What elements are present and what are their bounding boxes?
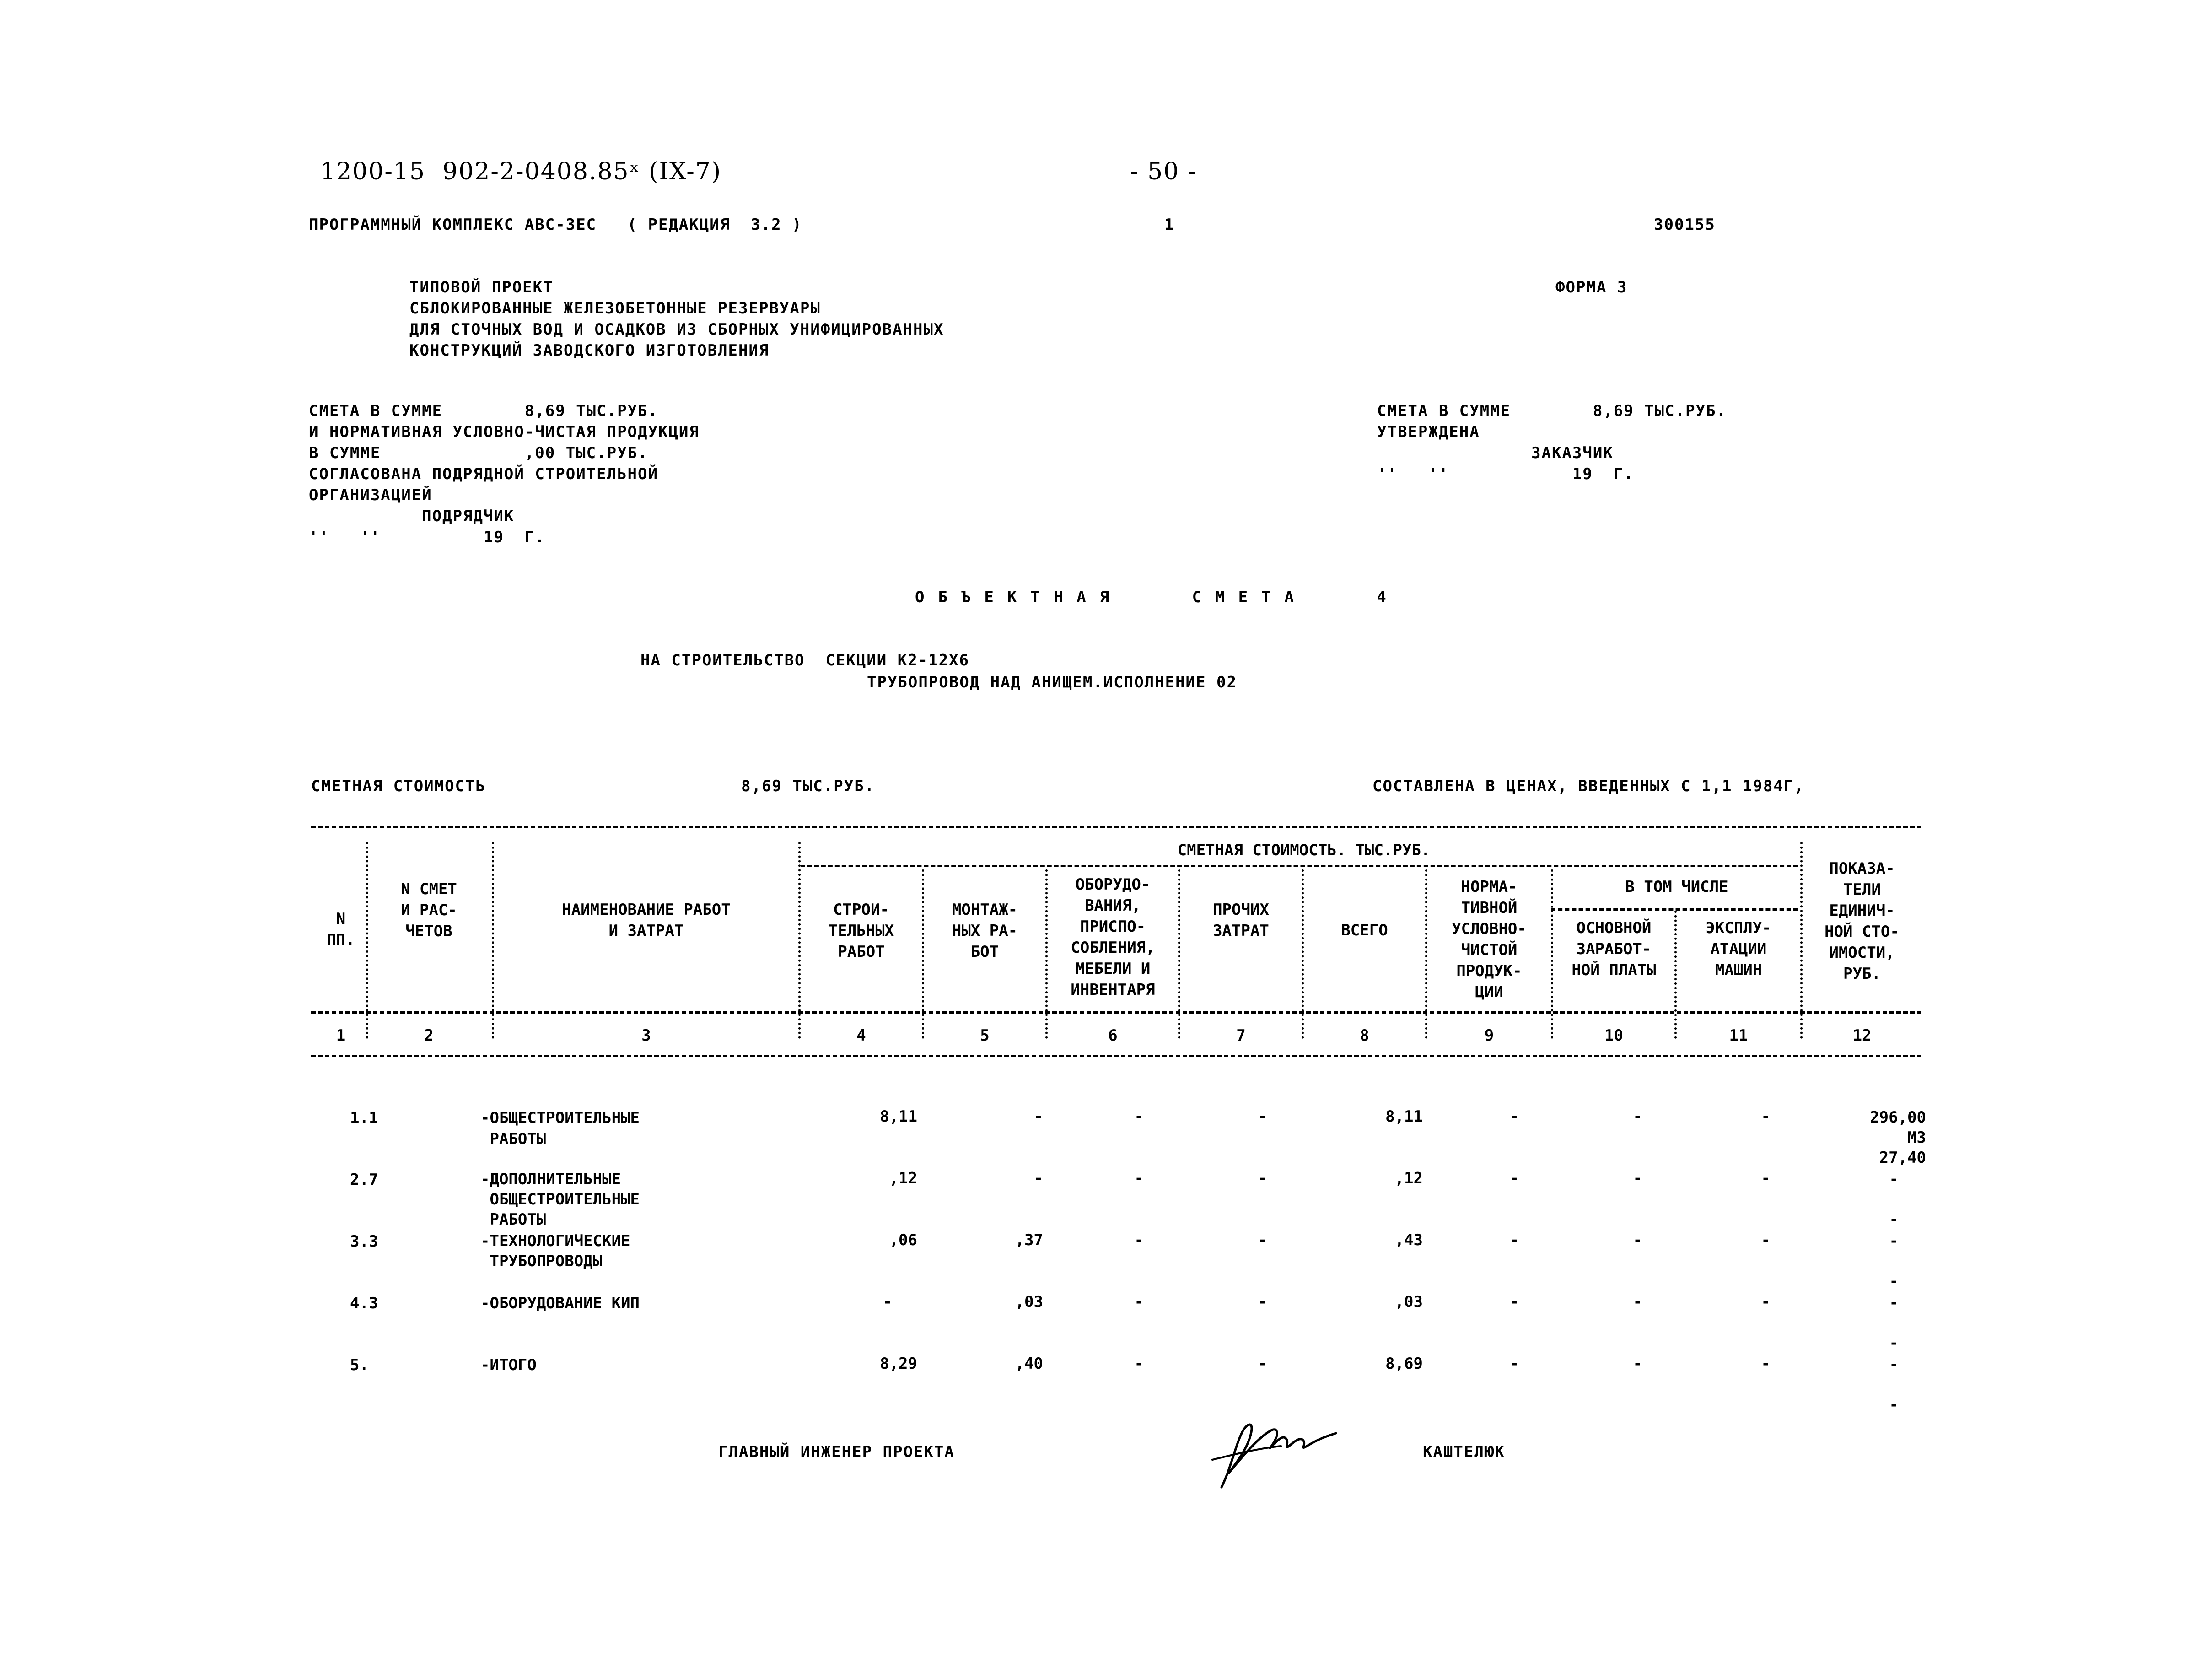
left-block-line: '' '' 19 Г.	[309, 528, 545, 546]
estimate-title: ОБЪЕКТНАЯ СМЕТА 4	[915, 588, 1400, 606]
left-block-line: ПОДРЯДЧИК	[309, 507, 515, 525]
left-block-line: В СУММЕ ,00 ТЫС.РУБ.	[309, 444, 648, 462]
col-header-unit-cost: ПОКАЗА- ТЕЛИ ЕДИНИЧ- НОЙ СТО- ИМОСТИ, РУБ.	[1824, 859, 1900, 983]
value-net-product: -	[1509, 1169, 1519, 1188]
project-line: ТИПОВОЙ ПРОЕКТ	[409, 278, 554, 297]
project-line: ДЛЯ СТОЧНЫХ ВОД И ОСАДКОВ ИЗ СБОРНЫХ УНИФИЦИРОВАННЫХ	[409, 320, 944, 339]
value-equipment: -	[1134, 1355, 1144, 1373]
project-title-block	[409, 277, 944, 361]
construction-subtitle: НА СТРОИТЕЛЬСТВО СЕКЦИИ К2-12Х6	[640, 651, 970, 669]
col-number: 7	[1236, 1026, 1246, 1045]
value-unit-cost: - -	[1889, 1355, 1899, 1414]
value-equipment: -	[1134, 1107, 1144, 1126]
value-unit-cost: - -	[1889, 1294, 1899, 1352]
value-equipment: -	[1134, 1169, 1144, 1188]
value-installation: ,03	[1015, 1293, 1043, 1311]
header-bottom-rule	[311, 1011, 1921, 1014]
value-total: 8,11	[1385, 1107, 1423, 1126]
value-machines: -	[1761, 1169, 1771, 1188]
subgroup-header: В ТОМ ЧИСЛЕ	[1625, 878, 1728, 896]
value-other: -	[1258, 1169, 1267, 1188]
value-other: -	[1258, 1107, 1267, 1126]
col-header-equipment: ОБОРУДО- ВАНИЯ, ПРИСПО- СОБЛЕНИЯ, МЕБЕЛИ И ИНВЕНТАРЯ	[1071, 875, 1155, 999]
value-construction: -	[883, 1293, 892, 1311]
value-wages: -	[1633, 1107, 1642, 1126]
prices-note: СОСТАВЛЕНА В ЦЕНАХ, ВВЕДЕННЫХ С 1,1 1984Г,	[1372, 777, 1804, 795]
value-wages: -	[1633, 1293, 1642, 1311]
value-other: -	[1258, 1355, 1267, 1373]
col-header-construction: СТРОИ- ТЕЛЬНЫХ РАБОТ	[828, 901, 894, 961]
col-number: 6	[1108, 1026, 1118, 1045]
col-number: 8	[1360, 1026, 1369, 1045]
col-header-wages: ОСНОВНОЙ ЗАРАБОТ- НОЙ ПЛАТЫ	[1572, 919, 1656, 979]
value-equipment: -	[1134, 1231, 1144, 1249]
value-unit-cost: 296,00 М3 27,40	[1870, 1108, 1926, 1167]
row-number: 1.1	[350, 1109, 378, 1127]
col-header-other: ПРОЧИХ ЗАТРАТ	[1213, 901, 1269, 940]
row-number: 5.	[350, 1356, 369, 1374]
value-installation: ,37	[1015, 1231, 1043, 1249]
value-other: -	[1258, 1231, 1267, 1249]
value-installation: -	[1033, 1107, 1043, 1126]
col-number: 9	[1484, 1026, 1494, 1045]
table-top-rule	[311, 826, 1921, 828]
page-index: 1	[1164, 216, 1175, 234]
project-line: КОНСТРУКЦИЙ ЗАВОДСКОГО ИЗГОТОВЛЕНИЯ	[409, 341, 770, 360]
row-name: -ТЕХНОЛОГИЧЕСКИЕ ТРУБОПРОВОДЫ	[480, 1232, 630, 1270]
value-unit-cost: - -	[1889, 1170, 1899, 1229]
value-construction: 8,29	[880, 1355, 917, 1373]
col-number: 5	[980, 1026, 990, 1045]
page-number: - 50 -	[1130, 158, 1197, 185]
numbers-bottom-rule	[311, 1055, 1921, 1057]
col-number: 3	[641, 1026, 651, 1045]
col-header-machines: ЭКСПЛУ- АТАЦИИ МАШИН	[1706, 919, 1771, 979]
left-block-line: СОГЛАСОВАНА ПОДРЯДНОЙ СТРОИТЕЛЬНОЙ	[309, 465, 658, 483]
left-block-line: СМЕТА В СУММЕ 8,69 ТЫС.РУБ.	[309, 402, 658, 420]
value-wages: -	[1633, 1169, 1642, 1188]
group-rule	[801, 865, 1798, 867]
row-name: -ИТОГО	[480, 1356, 537, 1374]
value-machines: -	[1761, 1293, 1771, 1311]
left-block-line: ОРГАНИЗАЦИЕЙ	[309, 486, 432, 504]
col-header-n: N ПП.	[327, 910, 355, 949]
value-equipment: -	[1134, 1293, 1144, 1311]
value-total: 8,69	[1385, 1355, 1423, 1373]
value-total: ,12	[1394, 1169, 1423, 1188]
right-block-line: УТВЕРЖДЕНА	[1377, 423, 1480, 441]
value-construction: ,12	[889, 1169, 917, 1188]
signature-icon	[1203, 1405, 1350, 1498]
cost-label: СМЕТНАЯ СТОИМОСТЬ	[311, 777, 486, 795]
value-other: -	[1258, 1293, 1267, 1311]
value-machines: -	[1761, 1355, 1771, 1373]
col-header-installation: МОНТАЖ- НЫХ РА- БОТ	[952, 901, 1018, 961]
left-block-line: И НОРМАТИВНАЯ УСЛОВНО-ЧИСТАЯ ПРОДУКЦИЯ	[309, 423, 700, 441]
value-machines: -	[1761, 1231, 1771, 1249]
value-net-product: -	[1509, 1355, 1519, 1373]
col-header-total: ВСЕГО	[1341, 921, 1388, 939]
row-number: 4.3	[350, 1294, 378, 1312]
value-unit-cost: - -	[1889, 1232, 1899, 1290]
value-total: ,43	[1394, 1231, 1423, 1249]
right-block-line: СМЕТА В СУММЕ 8,69 ТЫС.РУБ.	[1377, 402, 1727, 420]
col-header-name: НАИМЕНОВАНИЕ РАБОТ И ЗАТРАТ	[562, 901, 731, 940]
value-machines: -	[1761, 1107, 1771, 1126]
value-construction: ,06	[889, 1231, 917, 1249]
table-row	[0, 1107, 2212, 1167]
col-number: 12	[1852, 1026, 1872, 1045]
table-row	[0, 1231, 2212, 1293]
left-approval-block	[309, 400, 700, 548]
col-number: 11	[1729, 1026, 1748, 1045]
table-row	[0, 1293, 2212, 1355]
chief-engineer-name: КАШТЕЛЮК	[1423, 1443, 1505, 1461]
value-construction: 8,11	[880, 1107, 917, 1126]
col-header-net-product: НОРМА- ТИВНОЙ УСЛОВНО- ЧИСТОЙ ПРОДУК- ЦИИ	[1452, 878, 1527, 1001]
col-separator	[1178, 869, 1180, 1039]
col-number: 10	[1604, 1026, 1623, 1045]
construction-subtitle-2: ТРУБОПРОВОД НАД АНИЩЕМ.ИСПОЛНЕНИЕ 02	[867, 673, 1237, 691]
right-block-line: '' '' 19 Г.	[1377, 465, 1634, 483]
col-separator	[1302, 869, 1304, 1039]
value-net-product: -	[1509, 1231, 1519, 1249]
row-name: -ОБОРУДОВАНИЕ КИП	[480, 1294, 640, 1312]
value-total: ,03	[1394, 1293, 1423, 1311]
program-code: 300155	[1654, 216, 1716, 234]
value-net-product: -	[1509, 1107, 1519, 1126]
row-name: -ОБЩЕСТРОИТЕЛЬНЫЕ РАБОТЫ	[480, 1109, 640, 1148]
row-number: 2.7	[350, 1171, 378, 1189]
col-number: 4	[856, 1026, 866, 1045]
project-line: СБЛОКИРОВАННЫЕ ЖЕЛЕЗОБЕТОННЫЕ РЕЗЕРВУАРЫ	[409, 299, 821, 318]
value-wages: -	[1633, 1355, 1642, 1373]
value-net-product: -	[1509, 1293, 1519, 1311]
col-number: 2	[424, 1026, 434, 1045]
row-number: 3.3	[350, 1232, 378, 1251]
group-header: СМЕТНАЯ СТОИМОСТЬ. ТЫС.РУБ.	[1177, 841, 1431, 859]
document-code: 1200-15 902-2-0408.85ˣ (IX-7)	[320, 158, 722, 185]
form-label: ФОРМА 3	[1555, 278, 1628, 297]
right-approval-block	[1377, 400, 1727, 485]
right-block-line: ЗАКАЗЧИК	[1377, 444, 1614, 462]
value-installation: -	[1033, 1169, 1043, 1188]
value-installation: ,40	[1015, 1355, 1043, 1373]
row-name: -ДОПОЛНИТЕЛЬНЫЕ ОБЩЕСТРОИТЕЛЬНЫЕ РАБОТЫ	[480, 1170, 640, 1229]
program-line: ПРОГРАММНЫЙ КОМПЛЕКС АВС-ЗЕС ( РЕДАКЦИЯ 3.2 )	[309, 216, 802, 234]
chief-engineer-label: ГЛАВНЫЙ ИНЖЕНЕР ПРОЕКТА	[718, 1443, 955, 1461]
col-header-estimate-no: N СМЕТ И РАС- ЧЕТОВ	[401, 880, 457, 940]
value-wages: -	[1633, 1231, 1642, 1249]
col-number: 1	[336, 1026, 346, 1045]
table-row-total	[0, 1355, 2212, 1416]
cost-value: 8,69 ТЫС.РУБ.	[741, 777, 875, 795]
table-row	[0, 1169, 2212, 1231]
